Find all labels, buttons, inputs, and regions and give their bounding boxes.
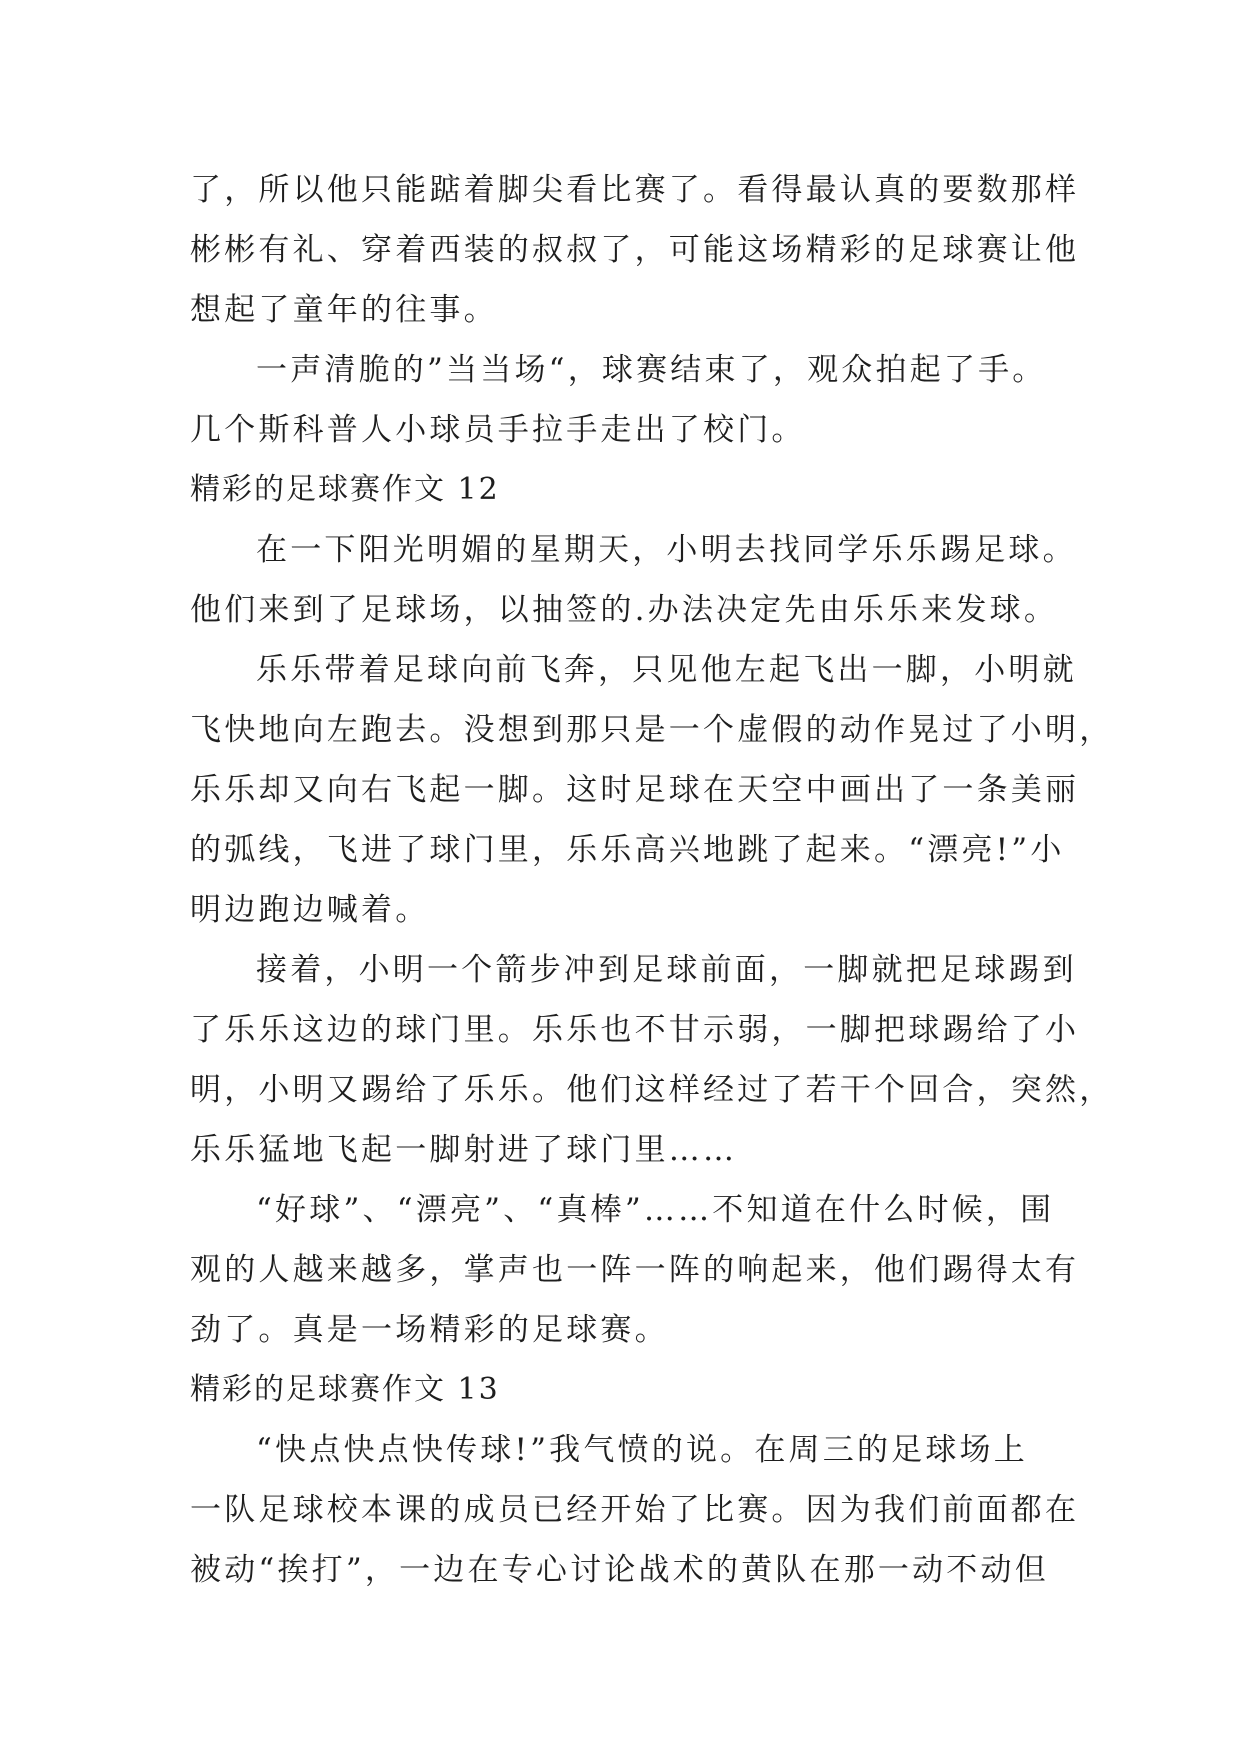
section-heading: 精彩的足球赛作文 12 xyxy=(190,472,500,507)
section-heading: 精彩的足球赛作文 13 xyxy=(190,1372,500,1407)
paragraph-line: 几个斯科普人小球员手拉手走出了校门。 xyxy=(190,412,806,448)
paragraph-line: 彬彬有礼、穿着西装的叔叔了，可能这场精彩的足球赛让他 xyxy=(190,232,1080,268)
paragraph-line: 乐乐却又向右飞起一脚。这时足球在天空中画出了一条美丽 xyxy=(190,772,1080,808)
paragraph-line: 被动“挨打”，一边在专心讨论战术的黄队在那一动不动但 xyxy=(190,1552,1049,1588)
paragraph-line: “快点快点快传球!”我气愤的说。在周三的足球场上 xyxy=(256,1432,1028,1468)
paragraph-line: 了乐乐这边的球门里。乐乐也不甘示弱，一脚把球踢给了小 xyxy=(190,1012,1080,1048)
document-page xyxy=(190,160,1114,1600)
paragraph-line: 一队足球校本课的成员已经开始了比赛。因为我们前面都在 xyxy=(190,1492,1080,1528)
paragraph-line: 明，小明又踢给了乐乐。他们这样经过了若干个回合，突然， xyxy=(190,1072,1114,1108)
paragraph-line: 的弧线，飞进了球门里，乐乐高兴地跳了起来。“漂亮!”小 xyxy=(190,832,1065,868)
paragraph-line: 乐乐猛地飞起一脚射进了球门里…… xyxy=(190,1132,738,1168)
paragraph-line: 了，所以他只能踮着脚尖看比赛了。看得最认真的要数那样 xyxy=(190,172,1080,208)
paragraph-line: 接着，小明一个箭步冲到足球前面，一脚就把足球踢到 xyxy=(256,952,1077,988)
paragraph-line: 劲了。真是一场精彩的足球赛。 xyxy=(190,1312,669,1348)
paragraph-line: 在一下阳光明媚的星期天，小明去找同学乐乐踢足球。 xyxy=(256,532,1077,568)
paragraph-line: 他们来到了足球场，以抽签的.办法决定先由乐乐来发球。 xyxy=(190,592,1059,628)
paragraph-line: 观的人越来越多，掌声也一阵一阵的响起来，他们踢得太有 xyxy=(190,1252,1080,1288)
essay-body xyxy=(190,160,1114,1600)
paragraph-line: 一声清脆的”当当场“，球赛结束了，观众拍起了手。 xyxy=(256,352,1047,388)
paragraph-line: 想起了童年的往事。 xyxy=(190,292,498,328)
paragraph-line: “好球”、“漂亮”、“真棒”……不知道在什么时候，围 xyxy=(256,1192,1055,1228)
paragraph-line: 明边跑边喊着。 xyxy=(190,892,430,928)
paragraph-line: 飞快地向左跑去。没想到那只是一个虚假的动作晃过了小明， xyxy=(190,712,1114,748)
paragraph-line: 乐乐带着足球向前飞奔，只见他左起飞出一脚，小明就 xyxy=(256,652,1077,688)
